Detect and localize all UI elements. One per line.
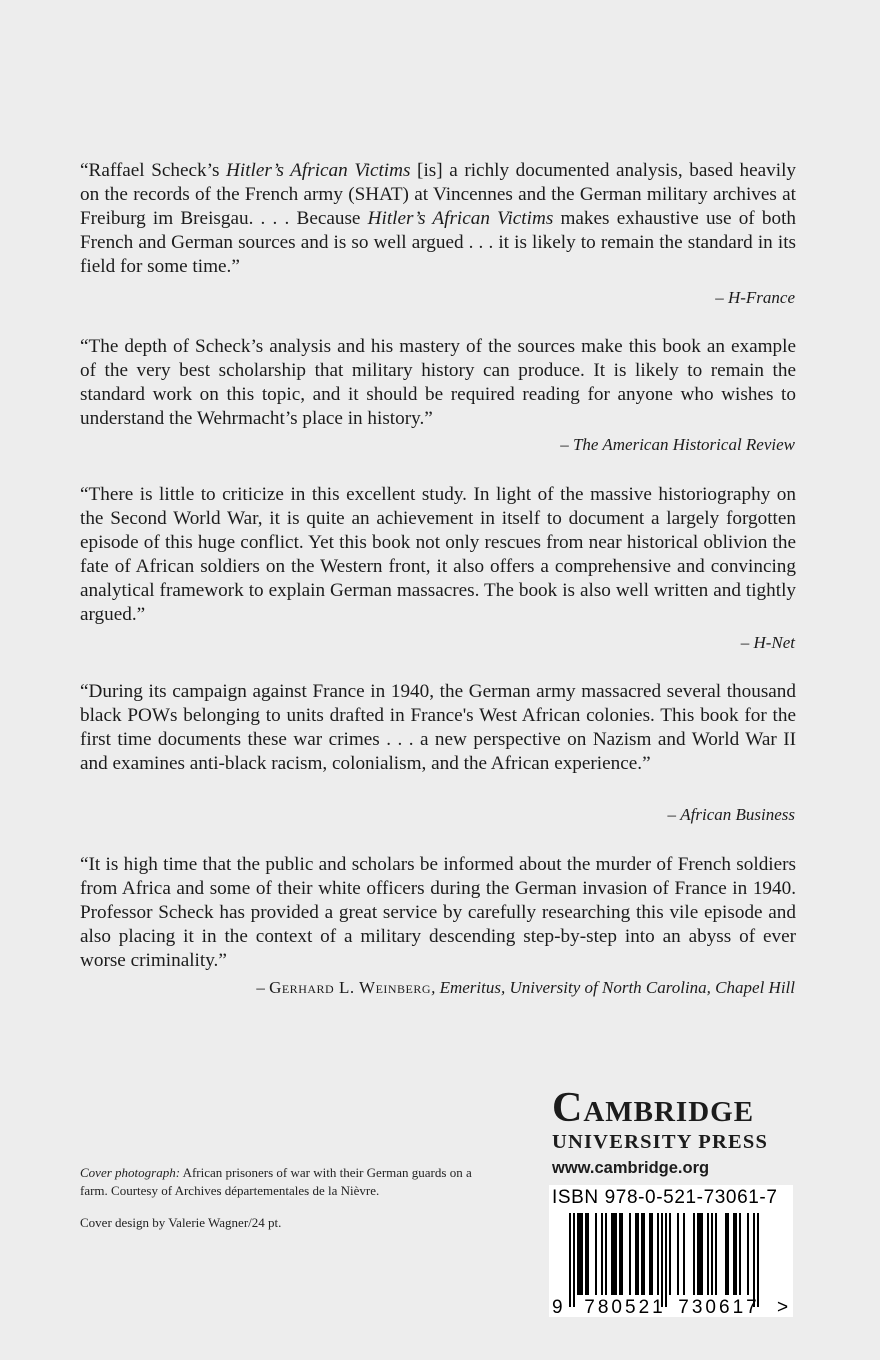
- barcode-bar: [651, 1213, 653, 1295]
- isbn-number: ISBN 978-0-521-73061-7: [552, 1187, 778, 1208]
- review-african-business: [80, 680, 796, 776]
- barcode-bar: [697, 1213, 699, 1295]
- barcode-bar: [701, 1213, 703, 1295]
- barcode-bar: [699, 1213, 701, 1295]
- barcode-bar: [757, 1213, 759, 1307]
- attribution-h-net: [741, 632, 795, 654]
- barcode-bar: [683, 1213, 685, 1295]
- barcode-bar: [693, 1213, 695, 1295]
- attribution-african-business: [668, 804, 796, 826]
- barcode-bar: [739, 1213, 741, 1295]
- review-text: “During its campaign against France in 1940, the German army massacred several thousand black POWs belonging to units drafted in France's West African colonies. This book for the first time documents these war crimes . . . a new perspective on Nazism and World War II and examines anti-black racism, colonialism, and the African experience.”: [80, 681, 796, 774]
- barcode-bar: [579, 1213, 581, 1295]
- review-american-historical-review: [80, 335, 796, 431]
- barcode-bar: [649, 1213, 651, 1295]
- cover-credits: [80, 1164, 480, 1232]
- review-h-france: [80, 159, 796, 279]
- review-text: “The depth of Scheck’s analysis and his mastery of the sources make this book an example of the very best scholarship that military history can produce. It is likely to remain the standard work on this topic, and it should be required reading for anyone who wishes to understand the Wehrmacht’s place in history.”: [80, 336, 796, 429]
- photo-credit-text: African prisoners of war with their German guards on a farm. Courtesy of Archives départementales de la Nièvre.: [80, 1165, 472, 1198]
- barcode-bar: [753, 1213, 755, 1307]
- barcode-bar: [641, 1213, 643, 1295]
- barcode-bar: [635, 1213, 637, 1295]
- barcode-bar: [601, 1213, 603, 1295]
- barcode-bar: [587, 1213, 589, 1295]
- barcode-bar: [573, 1213, 575, 1307]
- design-credit: Cover design by Valerie Wagner/24 pt.: [80, 1215, 282, 1230]
- review-text: “There is little to criticize in this excellent study. In light of the massive historiography on the Second World War, it is quite an achievement in itself to document a largely forgotten episode of this huge conflict. Yet this book not only rescues from near historical oblivion the fate of African soldiers on the Western front, it also offers a comprehensive and convincing analytical framework to explain German massacres. The book is also well written and tightly argued.”: [80, 484, 796, 625]
- book-title-italic: Hitler’s African Victims: [226, 160, 411, 181]
- barcode-bar: [715, 1213, 717, 1295]
- photo-credit-label: Cover photograph:: [80, 1165, 181, 1180]
- attribution-dash: –: [560, 435, 573, 454]
- attribution-source: H-Net: [753, 633, 795, 652]
- attribution-source: The American Historical Review: [572, 435, 795, 454]
- barcode-bar: [629, 1213, 631, 1295]
- review-text: makes exhaustive use of both French and German sources and is so well argued . . . it is likely to remain the standard in its field for some time.”: [80, 208, 796, 277]
- attribution-ahr: [560, 434, 795, 456]
- barcode-bar: [643, 1213, 645, 1295]
- barcode-bar: [661, 1213, 663, 1307]
- attribution-author: Gerhard L. Weinberg: [269, 978, 432, 997]
- barcode-bar: [577, 1213, 579, 1295]
- barcode-bar: [637, 1213, 639, 1295]
- barcode-bar: [595, 1213, 597, 1295]
- barcode-bar: [613, 1213, 615, 1295]
- barcode-bar: [727, 1213, 729, 1295]
- barcode-bar: [669, 1213, 671, 1295]
- review-h-net: [80, 483, 796, 627]
- barcode-bar: [619, 1213, 621, 1295]
- barcode-bar: [615, 1213, 617, 1295]
- attribution-weinberg: [256, 977, 795, 999]
- barcode-bar: [611, 1213, 613, 1295]
- barcode-digits-left: 780521: [584, 1297, 666, 1317]
- barcode-bar: [707, 1213, 709, 1295]
- attribution-source: H-France: [727, 288, 795, 307]
- review-text: “It is high time that the public and scholars be informed about the murder of French soldiers from Africa and some of their white officers during the German invasion of France in 1940. Professor Scheck has provided a great service by carefully researching this vile episode and also placing it in the context of a military descending step-by-step into an abyss of ever worse criminality.”: [80, 854, 796, 971]
- review-weinberg: [80, 853, 796, 973]
- attribution-dash: –: [256, 978, 270, 997]
- publisher-block: [552, 1085, 796, 1178]
- barcode-bar: [747, 1213, 749, 1295]
- barcode-bar: [677, 1213, 679, 1295]
- barcode-bar: [585, 1213, 587, 1295]
- attribution-dash: –: [715, 288, 728, 307]
- barcode-bar: [569, 1213, 571, 1307]
- book-title-italic: Hitler’s African Victims: [367, 208, 554, 229]
- attribution-dash: –: [667, 805, 681, 824]
- publisher-logo-name: Cambridge: [552, 1085, 755, 1131]
- attribution-dash: –: [740, 633, 754, 652]
- barcode-bar: [735, 1213, 737, 1295]
- attribution-affiliation: , Emeritus, University of North Carolina, Chapel Hill: [431, 978, 795, 997]
- barcode-bar: [665, 1213, 667, 1307]
- barcode-bar: [725, 1213, 727, 1295]
- isbn-barcode: [549, 1185, 793, 1317]
- barcode-bar: [621, 1213, 623, 1295]
- barcode-bar: [581, 1213, 583, 1295]
- publisher-logo-subname: UNIVERSITY PRESS: [552, 1131, 769, 1153]
- publisher-url: www.cambridge.org: [552, 1159, 710, 1177]
- barcode-bar: [657, 1213, 659, 1295]
- review-text: “Raffael Scheck’s: [80, 160, 227, 181]
- barcode-lead-digit: 9: [552, 1297, 563, 1317]
- barcode-bar: [733, 1213, 735, 1295]
- review-text: [is] a richly documented analysis, based heavily on the records of the French army (SHAT) at Vincennes and the German military archives at Freiburg im Breisgau. . . . Because: [80, 160, 796, 229]
- barcode-bar: [605, 1213, 607, 1295]
- attribution-source: African Business: [680, 805, 795, 824]
- attribution-h-france: [715, 287, 795, 309]
- barcode-end-mark: >: [777, 1297, 789, 1317]
- photo-credit: [80, 1164, 480, 1200]
- barcode-digits-right: 730617: [678, 1297, 760, 1317]
- barcode-bar: [711, 1213, 713, 1295]
